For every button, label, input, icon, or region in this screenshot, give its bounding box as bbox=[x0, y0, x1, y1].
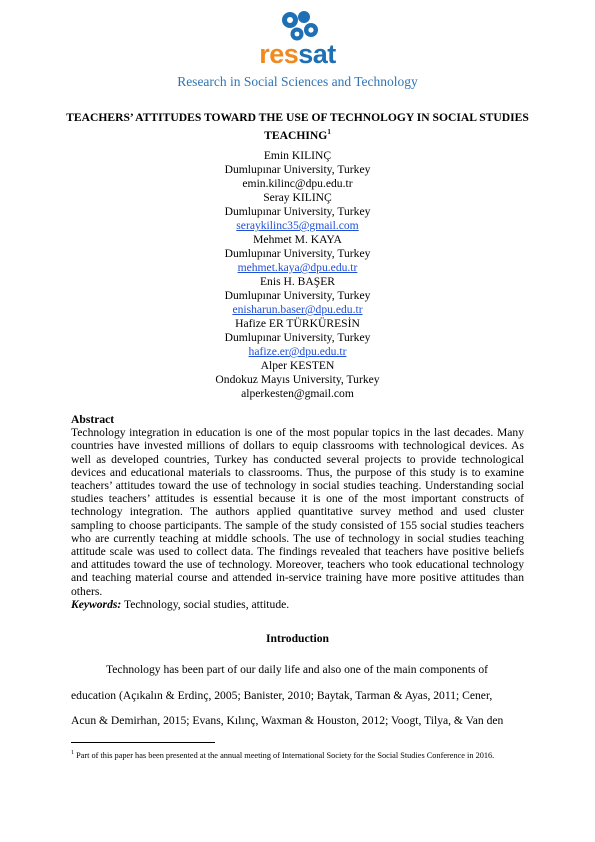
author-email-link[interactable]: hafize.er@dpu.edu.tr bbox=[248, 345, 347, 358]
author-name: Emin KILINÇ bbox=[263, 149, 332, 162]
author-name: Seray KILINÇ bbox=[263, 191, 332, 204]
introduction-heading: Introduction bbox=[266, 632, 329, 645]
author-name: Mehmet M. KAYA bbox=[253, 233, 342, 246]
author-email-link[interactable]: mehmet.kaya@dpu.edu.tr bbox=[237, 261, 358, 274]
author-email: alperkesten@gmail.com bbox=[241, 387, 354, 400]
keywords-label: Keywords: bbox=[71, 597, 122, 611]
author-email: emin.kilinc@dpu.edu.tr bbox=[242, 177, 353, 190]
author-affiliation: Dumlupınar University, Turkey bbox=[224, 205, 371, 218]
author-list bbox=[0, 149, 595, 401]
title-footnote-mark[interactable]: 1 bbox=[327, 128, 331, 136]
author-name: Enis H. BAŞER bbox=[259, 275, 336, 288]
author-name: Hafize ER TÜRKÜRESİN bbox=[235, 317, 360, 330]
intro-line: Acun & Demirhan, 2015; Evans, Kılınç, Waxman & Houston, 2012; Voogt, Tilya, & Van den bbox=[71, 714, 504, 727]
author-affiliation: Dumlupınar University, Turkey bbox=[224, 163, 371, 176]
author-name: Alper KESTEN bbox=[260, 359, 335, 372]
logo-wordmark: ressat bbox=[259, 39, 336, 69]
abstract-text: Technology integration in education is one of the most popular topics in the last decades. Many countries have invested millions of dollars to equip classrooms with technological devices. As well as developed countries, Turkey has conducted several projects to provide technological devices and educational materials to classrooms. Thus, the purpose of this study is to examine teachers’ attitudes toward the use of technology in social studies teaching. Understanding social studies teachers’ attitudes is essential because it is one of the most important constructs of technology integration. The authors applied quantitative survey method and used cluster sampling to choose participants. The sample of the study consisted of 155 social studies teachers who are currently teaching at middle schools. The use of technology in social studies teaching attitude scale was used to collect data. The findings revealed that teachers have positive beliefs and attitudes toward the use of technology. Moreover, teachers who took educational technology and teaching material course and attended in-service training have more positive attitudes than others. bbox=[71, 426, 524, 598]
author-affiliation: Dumlupınar University, Turkey bbox=[224, 331, 371, 344]
introduction-text bbox=[71, 657, 524, 734]
author-email-link[interactable]: enisharun.baser@dpu.edu.tr bbox=[232, 303, 363, 316]
keywords-line bbox=[71, 598, 524, 611]
footnote-text: Part of this paper has been presented at the annual meeting of International Society for the Social Studies Conference in 2016. bbox=[74, 750, 495, 760]
author-email-link[interactable]: seraykilinc35@gmail.com bbox=[236, 219, 359, 232]
footnote bbox=[71, 748, 524, 761]
abstract-heading: Abstract bbox=[71, 413, 115, 426]
intro-line: Technology has been part of our daily life and also one of the main components of bbox=[106, 663, 488, 676]
journal-name: Research in Social Sciences and Technology bbox=[177, 74, 418, 89]
author-affiliation: Dumlupınar University, Turkey bbox=[224, 247, 371, 260]
intro-line: education (Açıkalın & Erdinç, 2005; Banister, 2010; Baytak, Tarman & Ayas, 2011; Cener, bbox=[71, 688, 493, 702]
footnote-mark: 1 bbox=[71, 750, 74, 756]
footnote-divider bbox=[71, 742, 215, 743]
paper-title: TEACHERS’ ATTITUDES TOWARD THE USE OF TECHNOLOGY IN SOCIAL STUDIES TEACHING$^1$ bbox=[66, 111, 529, 142]
abstract-section bbox=[71, 413, 524, 611]
keywords-text: Technology, social studies, attitude. bbox=[121, 597, 290, 611]
journal-logo bbox=[0, 8, 595, 69]
author-affiliation: Ondokuz Mayıs University, Turkey bbox=[215, 373, 380, 386]
author-affiliation: Dumlupınar University, Turkey bbox=[224, 289, 371, 302]
